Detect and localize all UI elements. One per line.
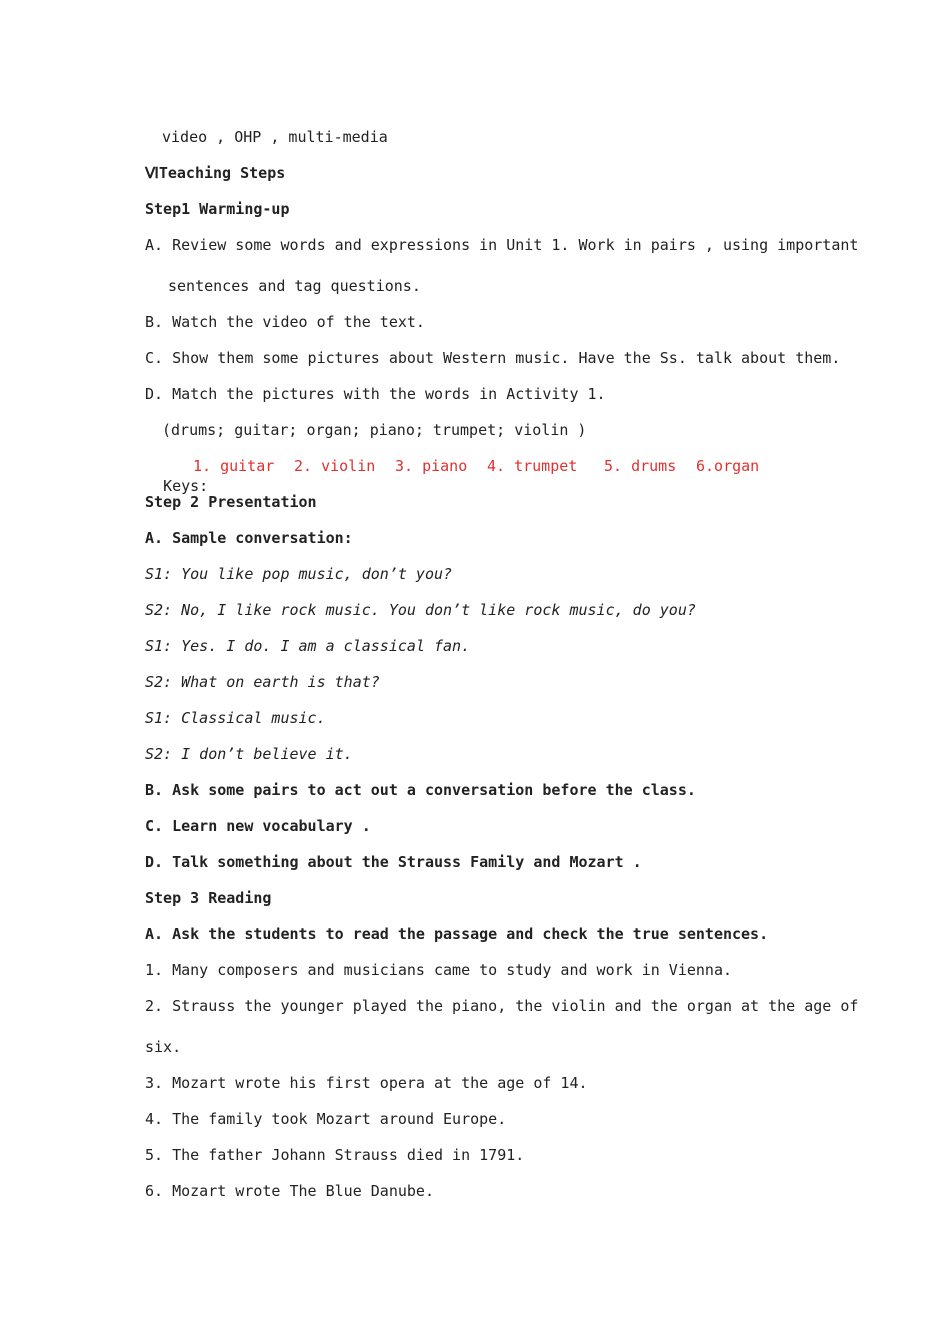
reading-sentence: 4. The family took Mozart around Europe. [145,1110,507,1128]
conversation-line: S2: No, I like rock music. You don’t like rock music, do you? [145,601,696,619]
step1-d: D. Match the pictures with the words in Activity 1. [145,385,606,403]
key-item: 3. piano [395,457,468,475]
conversation-line: S2: I don’t believe it. [145,745,353,763]
reading-sentence-cont: six. [145,1038,182,1056]
reading-sentence: 1. Many composers and musicians came to study and work in Vienna. [145,961,732,979]
step1-a-line2: sentences and tag questions. [168,277,421,295]
conversation-line: S1: Yes. I do. I am a classical fan. [145,637,471,655]
conversation-line: S1: You like pop music, don’t you? [145,565,453,583]
step1-b: B. Watch the video of the text. [145,313,425,331]
step2-d: D. Talk something about the Strauss Family and Mozart . [145,853,642,871]
key-item: 5. drums [604,457,677,475]
key-item: 6.organ [696,457,760,475]
step2-title: Step 2 Presentation [145,493,317,511]
step2-b: B. Ask some pairs to act out a conversation before the class. [145,781,696,799]
reading-sentence: 5. The father Johann Strauss died in 1791. [145,1146,525,1164]
key-item: 4. trumpet [487,457,578,475]
keys-label: Keys: [163,477,209,495]
section-heading: ⅥTeaching Steps [145,164,286,182]
key-item: 2. violin [294,457,376,475]
conversation-line: S2: What on earth is that? [145,673,380,691]
key-item: 1. guitar [193,457,275,475]
reading-sentence: 3. Mozart wrote his first opera at the age of 14. [145,1074,588,1092]
reading-sentence: 2. Strauss the younger played the piano, the violin and the organ at the age of [145,997,859,1015]
step1-d-words: (drums; guitar; organ; piano; trumpet; violin ) [162,421,587,439]
conversation-line: S1: Classical music. [145,709,326,727]
step3-title: Step 3 Reading [145,889,272,907]
teaching-aids: video , OHP , multi-media [162,128,388,146]
step1-c: C. Show them some pictures about Western music. Have the Ss. talk about them. [145,349,841,367]
step3-a-heading: A. Ask the students to read the passage and check the true sentences. [145,925,769,943]
reading-sentence: 6. Mozart wrote The Blue Danube. [145,1182,434,1200]
step1-title: Step1 Warming-up [145,200,290,218]
step1-a-line1: A. Review some words and expressions in Unit 1. Work in pairs , using important [145,236,859,254]
step2-a-heading: A. Sample conversation: [145,529,353,547]
step2-c: C. Learn new vocabulary . [145,817,371,835]
